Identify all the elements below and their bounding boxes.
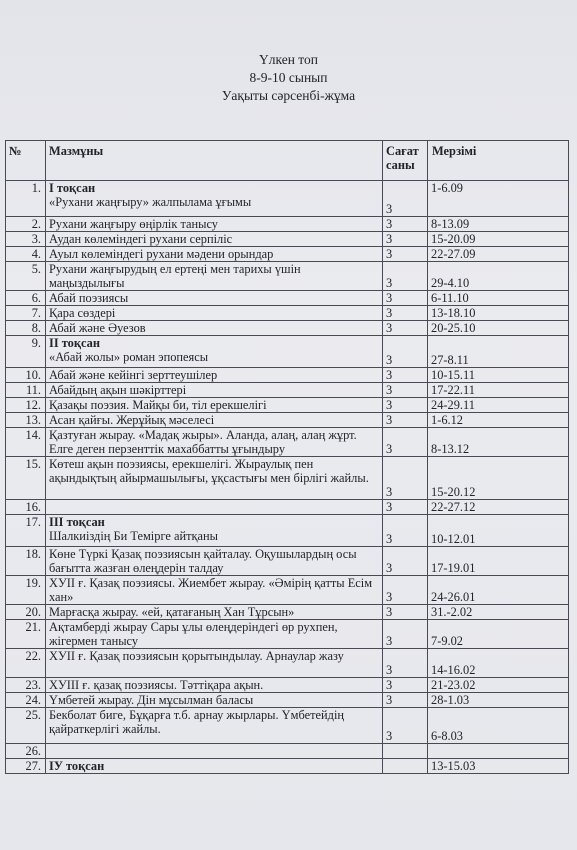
row-content (46, 605, 383, 620)
row-number: 17. (6, 515, 46, 547)
row-hours: 3 (383, 262, 428, 291)
row-content (46, 576, 383, 605)
topic-text: Қазақы поэзия. Майқы би, тіл ерекшелігі (49, 398, 267, 412)
topic-text: «Абай жолы» роман эпопеясы (49, 350, 209, 364)
col-header-content: Мазмұны (46, 141, 383, 181)
table-row (6, 605, 569, 620)
row-number: 16. (6, 500, 46, 515)
row-content (46, 368, 383, 383)
row-number: 25. (6, 708, 46, 744)
table-row (6, 515, 569, 547)
row-hours: 3 (383, 428, 428, 457)
table-row (6, 693, 569, 708)
row-number: 9. (6, 336, 46, 368)
row-date: 27-8.11 (428, 336, 569, 368)
row-content (46, 428, 383, 457)
row-hours: 3 (383, 291, 428, 306)
row-content (46, 547, 383, 576)
row-number: 1. (6, 181, 46, 217)
row-date: 14-16.02 (428, 649, 569, 678)
topic-text: Шалкиіздің Би Темірге айтқаны (49, 529, 218, 543)
row-number: 10. (6, 368, 46, 383)
row-hours (383, 744, 428, 759)
row-hours: 3 (383, 383, 428, 398)
row-content (46, 383, 383, 398)
table-row (6, 291, 569, 306)
topic-text: Қара сөздері (49, 306, 116, 320)
quarter-heading: І тоқсан (49, 181, 96, 195)
table-row (6, 368, 569, 383)
topic-text: Көтеш ақын поэзиясы, ерекшелігі. Жыраулық пен ақындықтың айырмашылығы, ұқсастығы мен бірлігі жайлы. (49, 457, 369, 485)
col-header-date: Мерзімі (428, 141, 569, 181)
table-row (6, 232, 569, 247)
table-row (6, 336, 569, 368)
row-number: 6. (6, 291, 46, 306)
row-hours: 3 (383, 693, 428, 708)
table-row (6, 547, 569, 576)
row-hours: 3 (383, 457, 428, 500)
row-date: 1-6.09 (428, 181, 569, 217)
row-hours: 3 (383, 306, 428, 321)
topic-text: Абай поэзиясы (49, 291, 129, 305)
row-content (46, 457, 383, 500)
row-date: 29-4.10 (428, 262, 569, 291)
row-date: 8-13.09 (428, 217, 569, 232)
row-content (46, 247, 383, 262)
row-hours (383, 759, 428, 774)
row-hours: 3 (383, 336, 428, 368)
row-date: 24-29.11 (428, 398, 569, 413)
row-date: 6-11.10 (428, 291, 569, 306)
row-content (46, 217, 383, 232)
topic-text: Қазтуған жырау. «Мадақ жыры». Аланда, алаң, алаң жұрт. Елге деген перзенттік махаббатты ұғындыру (49, 428, 357, 456)
row-content (46, 262, 383, 291)
table-row (6, 306, 569, 321)
row-hours: 3 (383, 217, 428, 232)
row-date: 8-13.12 (428, 428, 569, 457)
table-row (6, 620, 569, 649)
row-date: 10-15.11 (428, 368, 569, 383)
row-date: 24-26.01 (428, 576, 569, 605)
row-content (46, 336, 383, 368)
row-number: 8. (6, 321, 46, 336)
table-header-row (6, 141, 569, 181)
row-hours: 3 (383, 620, 428, 649)
table-row (6, 457, 569, 500)
topic-text: Абай және кейінгі зерттеушілер (49, 368, 218, 382)
row-hours: 3 (383, 500, 428, 515)
row-content (46, 398, 383, 413)
row-number: 15. (6, 457, 46, 500)
topic-text: Рухани жаңғырудың ел ертеңі мен тарихы үшін маңыздылығы (49, 262, 301, 290)
table-row (6, 413, 569, 428)
row-content (46, 413, 383, 428)
row-hours: 3 (383, 413, 428, 428)
table-row (6, 398, 569, 413)
row-content (46, 649, 383, 678)
group-title: Үлкен топ (259, 52, 318, 67)
row-hours: 3 (383, 708, 428, 744)
quarter-heading: ІІ тоқсан (49, 336, 100, 350)
row-date: 31.-2.02 (428, 605, 569, 620)
quarter-heading: ІУ тоқсан (49, 759, 105, 773)
row-hours: 3 (383, 678, 428, 693)
row-date: 17-22.11 (428, 383, 569, 398)
row-date: 17-19.01 (428, 547, 569, 576)
row-content (46, 620, 383, 649)
row-date: 21-23.02 (428, 678, 569, 693)
row-date: 20-25.10 (428, 321, 569, 336)
table-row (6, 744, 569, 759)
table-row (6, 383, 569, 398)
row-content (46, 291, 383, 306)
row-hours: 3 (383, 368, 428, 383)
row-date: 15-20.09 (428, 232, 569, 247)
row-number: 26. (6, 744, 46, 759)
row-number: 7. (6, 306, 46, 321)
table-row (6, 678, 569, 693)
topic-text: Үмбетей жырау. Дін мұсылман баласы (49, 693, 254, 707)
row-date: 22-27.12 (428, 500, 569, 515)
row-date: 15-20.12 (428, 457, 569, 500)
topic-text: ХУІІ ғ. Қазақ поэзиясын қорытындылау. Арнаулар жазу (49, 649, 344, 663)
row-content (46, 693, 383, 708)
row-hours: 3 (383, 576, 428, 605)
topic-text: ХУІІ ғ. Қазақ поэзиясы. Жиембет жырау. «Әмірің қатты Есім хан» (49, 576, 373, 604)
row-hours: 3 (383, 605, 428, 620)
quarter-heading: ІІІ тоқсан (49, 515, 105, 529)
row-date: 1-6.12 (428, 413, 569, 428)
row-date (428, 744, 569, 759)
row-content (46, 306, 383, 321)
row-number: 2. (6, 217, 46, 232)
table-row (6, 708, 569, 744)
row-number: 3. (6, 232, 46, 247)
schedule-line: Уақыты сәрсенбі-жұма (221, 88, 356, 103)
topic-text: ХУІІІ ғ. қазақ поэзиясы. Тәттіқара ақын. (49, 678, 264, 692)
row-number: 27. (6, 759, 46, 774)
topic-text: Рухани жаңғыру өңірлік танысу (49, 217, 218, 231)
row-hours: 3 (383, 547, 428, 576)
row-number: 18. (6, 547, 46, 576)
grade-line: 8-9-10 сынып (249, 70, 328, 85)
table-row (6, 321, 569, 336)
row-number: 5. (6, 262, 46, 291)
table-row (6, 500, 569, 515)
row-date: 22-27.09 (428, 247, 569, 262)
table-body (6, 181, 569, 774)
row-content (46, 232, 383, 247)
topic-text: Абай және Әуезов (49, 321, 146, 335)
col-header-hours: Сағат саны (383, 141, 428, 181)
topic-text: Абайдың ақын шәкірттері (49, 383, 187, 397)
row-date: 13-15.03 (428, 759, 569, 774)
row-hours: 3 (383, 515, 428, 547)
row-hours: 3 (383, 321, 428, 336)
row-number: 21. (6, 620, 46, 649)
row-content (46, 744, 383, 759)
row-hours: 3 (383, 232, 428, 247)
table-row (6, 759, 569, 774)
row-content (46, 181, 383, 217)
table-row (6, 576, 569, 605)
topic-text: Асан қайғы. Жерұйық мәселесі (49, 413, 215, 427)
table-row (6, 181, 569, 217)
col-header-number: № (6, 141, 46, 181)
topic-text: Көне Түркі Қазақ поэзиясын қайталау. Оқушылардың осы бағытта жазған өлеңдерін талдау (49, 547, 357, 575)
table-row (6, 247, 569, 262)
row-number: 11. (6, 383, 46, 398)
row-content (46, 321, 383, 336)
row-number: 22. (6, 649, 46, 678)
row-number: 13. (6, 413, 46, 428)
row-content (46, 759, 383, 774)
row-number: 12. (6, 398, 46, 413)
document-header (0, 51, 577, 105)
topic-text: Бекболат биге, Бұқарға т.б. арнау жырлары. Үмбетейдің қайраткерлігі жайлы. (49, 708, 345, 736)
row-hours: 3 (383, 247, 428, 262)
row-number: 14. (6, 428, 46, 457)
row-content (46, 500, 383, 515)
topic-text: Ақтамберді жырау Сары ұлы өлеңдеріндегі өр рухпен, жігермен танысу (49, 620, 338, 648)
row-date: 13-18.10 (428, 306, 569, 321)
table-row (6, 649, 569, 678)
row-date: 28-1.03 (428, 693, 569, 708)
table-row (6, 217, 569, 232)
row-content (46, 708, 383, 744)
row-date: 7-9.02 (428, 620, 569, 649)
row-number: 24. (6, 693, 46, 708)
row-hours: 3 (383, 398, 428, 413)
row-number: 4. (6, 247, 46, 262)
topic-text: Ауыл көлеміндегі рухани мәдени орындар (49, 247, 274, 261)
row-number: 19. (6, 576, 46, 605)
row-number: 20. (6, 605, 46, 620)
row-content (46, 515, 383, 547)
row-hours: 3 (383, 181, 428, 217)
topic-text: «Рухани жаңғыру» жалпылама ұғымы (49, 195, 252, 209)
row-hours: 3 (383, 649, 428, 678)
row-number: 23. (6, 678, 46, 693)
row-date: 6-8.03 (428, 708, 569, 744)
row-date: 10-12.01 (428, 515, 569, 547)
topic-text: Аудан көлеміндегі рухани серпіліс (49, 232, 233, 246)
curriculum-table (5, 140, 569, 774)
table-row (6, 262, 569, 291)
row-content (46, 678, 383, 693)
topic-text: Марғасқа жырау. «ей, қатағаның Хан Тұрсын» (49, 605, 295, 619)
table-row (6, 428, 569, 457)
